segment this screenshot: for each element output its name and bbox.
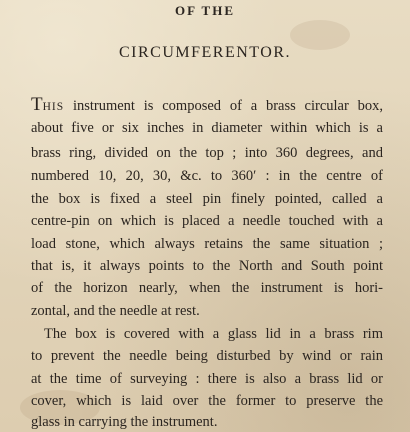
small-caps-word: HIS	[42, 101, 65, 113]
paragraph-1-line-8: that is, it always points to the North and South point	[31, 258, 383, 274]
page-title: CIRCUMFERENTOR.	[118, 44, 291, 61]
paragraph-2-line-5: glass in carrying the instrument.	[31, 414, 218, 430]
paragraph-2-line-4: cover, which is laid over the former to preserve the	[31, 393, 383, 409]
paragraph-1-line-10: zontal, and the needle at rest.	[31, 303, 200, 319]
paragraph-1-line-4: numbered 10, 20, 30, &c. to 360′ : in the centre of	[31, 168, 383, 184]
paragraph-1-line-5: the box is fixed a steel pin finely pointed, called a	[31, 191, 383, 207]
paragraph-1-line-3: brass ring, divided on the top ; into 360 degrees, and	[31, 145, 383, 161]
paragraph-1-line-1	[31, 95, 383, 115]
paragraph-1-line-6: centre-pin on which is placed a needle touched with a	[31, 213, 383, 229]
paragraph-1-line-2: about five or six inches in diameter within which is a	[31, 120, 383, 136]
heading-of-the: OF THE	[174, 3, 236, 18]
paragraph-1-line-9: of the horizon nearly, when the instrument is hori-	[31, 280, 383, 296]
paragraph-2-line-1: The box is covered with a glass lid in a brass rim	[44, 326, 383, 342]
paragraph-2-line-3: at the time of surveying : there is also a brass lid or	[31, 371, 383, 387]
drop-cap: T	[31, 94, 43, 115]
paragraph-2-line-2: to prevent the needle being disturbed by wind or rain	[31, 348, 383, 364]
line-text: instrument is composed of a brass circular box,	[64, 98, 383, 114]
paragraph-1-line-7: load stone, which always retains the same situation ;	[31, 236, 383, 252]
